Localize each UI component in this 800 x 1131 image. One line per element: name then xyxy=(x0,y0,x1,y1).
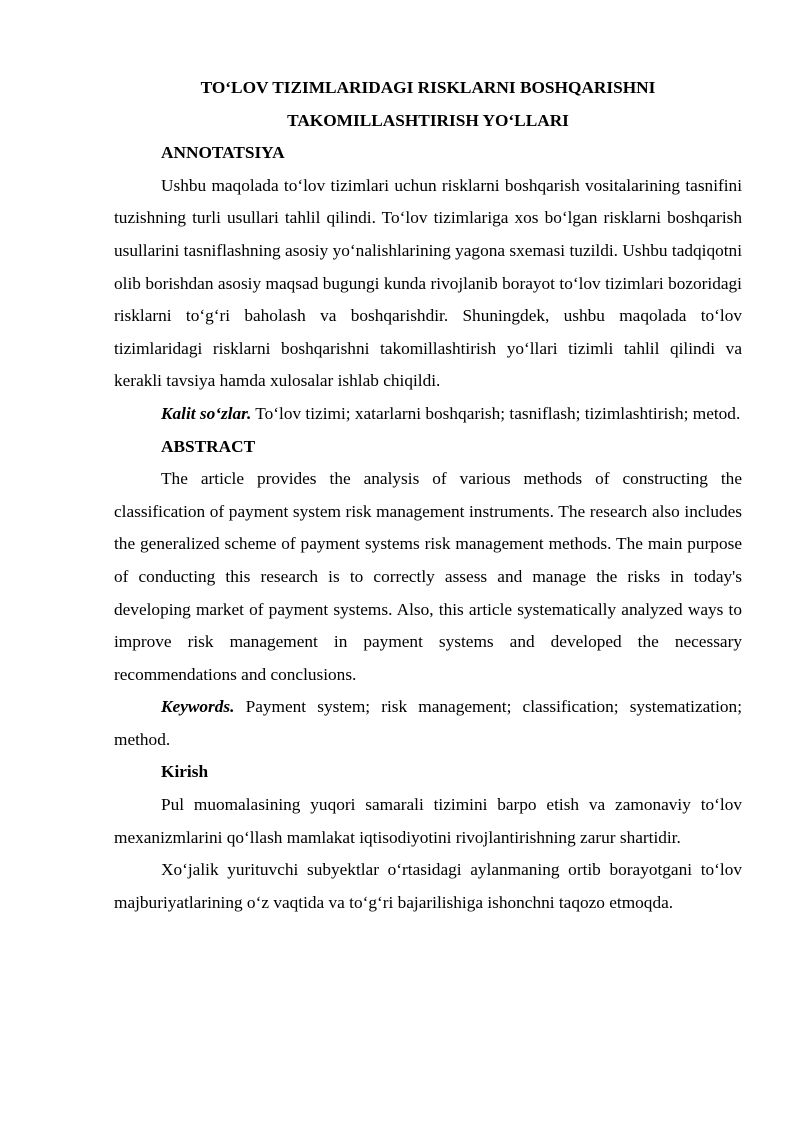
introduction-heading: Kirish xyxy=(161,762,209,782)
introduction-paragraph-1: Pul muomalasining yuqori samarali tizimini barpo etish va zamonaviy to‘lov mexanizmlarini qo‘llash mamlakat iqtisodiyotini rivojlantirishning zarur shartidir. xyxy=(114,795,742,847)
abstract-heading: ABSTRACT xyxy=(161,436,256,456)
introduction-paragraph-2: Xo‘jalik yurituvchi subyektlar o‘rtasidagi aylanmaning ortib borayotgani to‘lov majburiyatlarining o‘z vaqtida va to‘g‘ri bajarilishiga ishonchni taqozo etmoqda. xyxy=(114,860,742,912)
abstract-keywords-label: Keywords. xyxy=(161,697,235,717)
abstract-text: The article provides the analysis of various methods of constructing the classification of payment system risk management instruments. The research also includes the generalized scheme of payment systems risk management methods. The main purpose of conducting this research is to correctly assess and manage the risks in today's developing market of payment systems. Also, this article systematically analyzed ways to improve risk management in payment systems and developed the necessary recommendations and conclusions. xyxy=(114,469,742,684)
document-page xyxy=(114,72,742,919)
annotation-heading: ANNOTATSIYA xyxy=(161,143,285,163)
article-title xyxy=(114,72,742,137)
annotation-text: Ushbu maqolada to‘lov tizimlari uchun risklarni boshqarish vositalarining tasnifini tuzishning turli usullari tahlil qilindi. To‘lov tizimlariga xos bo‘lgan risklarni boshqarish usullarini tasniflashning asosiy yo‘nalishlarining yagona sxemasi tuzildi. Ushbu tadqiqotni olib borishdan asosiy maqsad bugungi kunda rivojlanib borayot to‘lov tizimlari bozoridagi risklarni to‘g‘ri baholash va boshqarishdir. Shuningdek, ushbu maqolada to‘lov tizimlaridagi risklarni boshqarishni takomillashtirish yo‘llari tizimli tahlil qilindi va kerakli tavsiya hamda xulosalar ishlab chiqildi. xyxy=(114,175,742,391)
title-line-2: TAKOMILLASHTIRISH YO‘LLARI xyxy=(287,110,569,130)
abstract-keywords xyxy=(114,691,742,756)
annotation-keywords-label: Kalit so‘zlar. xyxy=(161,403,252,423)
title-line-1: TO‘LOV TIZIMLARIDAGI RISKLARNI BOSHQARISHNI xyxy=(200,78,656,97)
annotation-keywords xyxy=(114,398,742,431)
annotation-keywords-list: To‘lov tizimi; xatarlarni boshqarish; tasniflash; tizimlashtirish; metod. xyxy=(251,403,741,423)
abstract-keywords-list: Payment system; risk management; classification; systematization; method. xyxy=(114,697,742,749)
